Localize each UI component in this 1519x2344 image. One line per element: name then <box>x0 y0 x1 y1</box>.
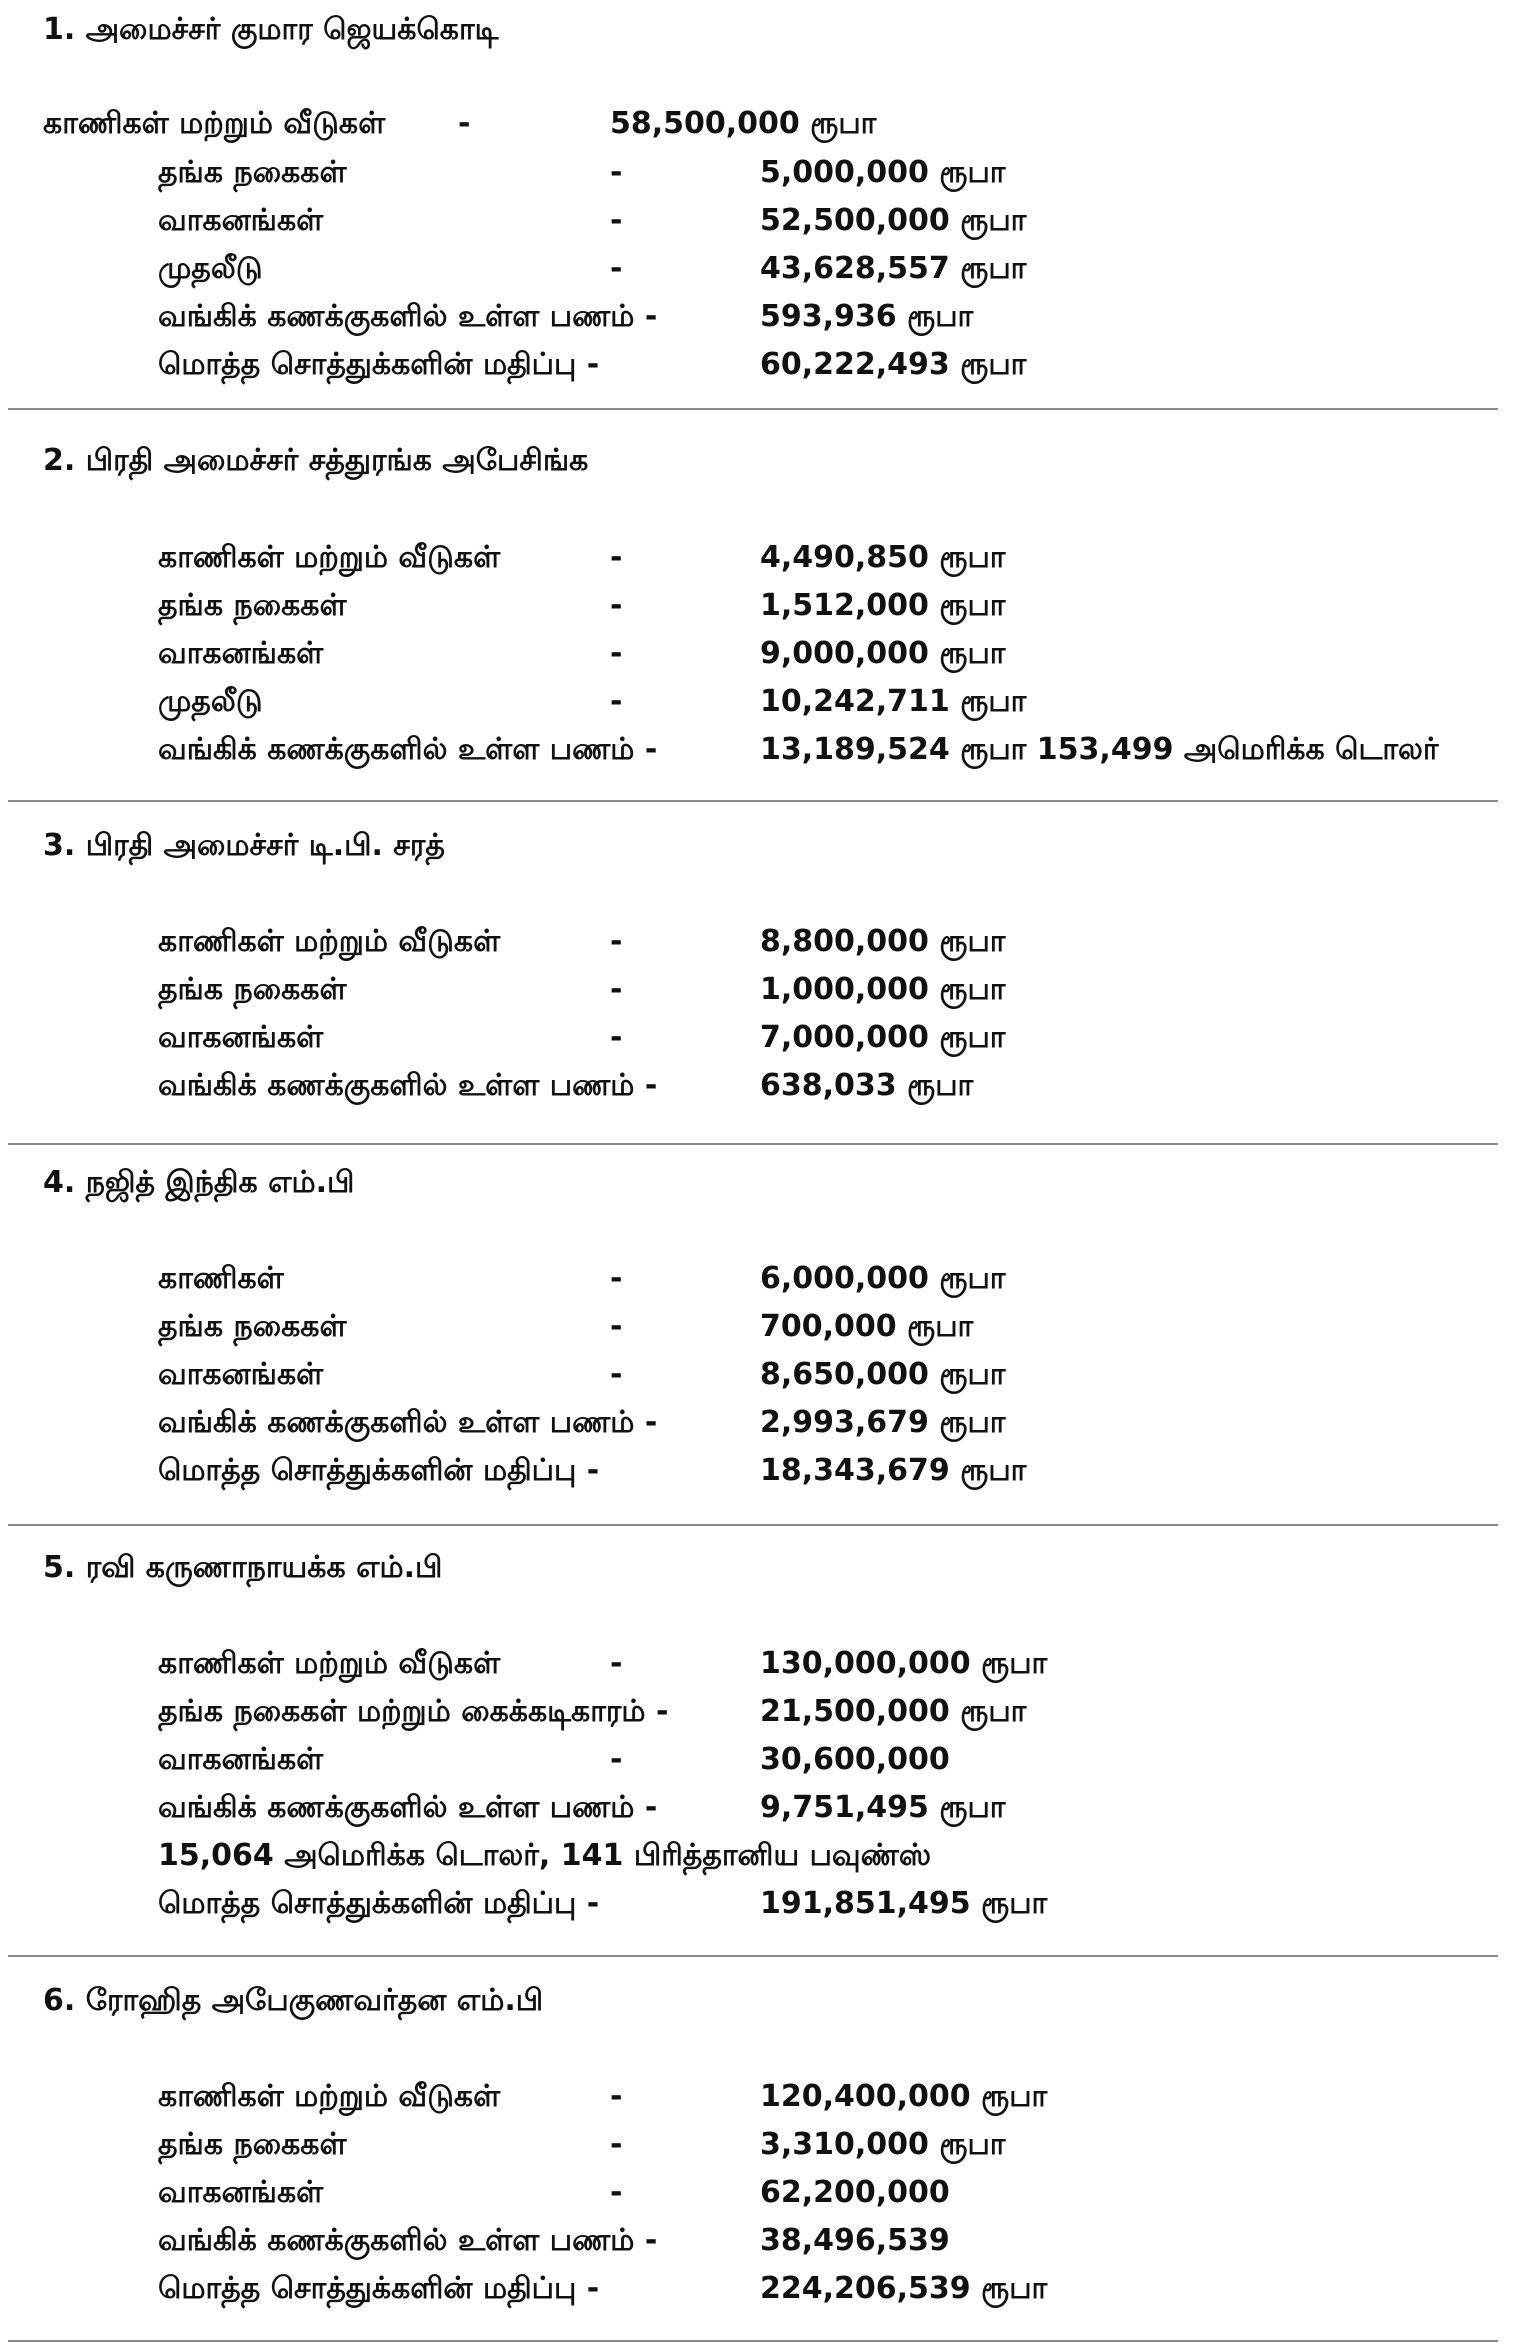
asset-row <box>0 684 1519 732</box>
asset-value: 38,496,539 <box>760 2223 950 2258</box>
asset-value: 593,936 ரூபா <box>760 299 974 334</box>
asset-row-continued <box>0 1838 1519 1886</box>
asset-label: காணிகள் மற்றும் வீடுகள் <box>43 106 386 141</box>
total-row <box>0 1886 1519 1934</box>
asset-value: 700,000 ரூபா <box>760 1309 974 1344</box>
asset-label: வாகனங்கள் <box>158 1020 324 1055</box>
asset-label: தங்க நகைகள் <box>158 155 347 190</box>
asset-value: 62,200,000 <box>760 2175 950 2210</box>
total-row <box>0 1453 1519 1501</box>
asset-label: தங்க நகைகள் <box>158 1309 347 1344</box>
asset-row <box>0 1790 1519 1838</box>
total-label: மொத்த சொத்துக்களின் மதிப்பு - <box>158 2271 600 2306</box>
asset-row <box>0 1357 1519 1405</box>
total-label: மொத்த சொத்துக்களின் மதிப்பு - <box>158 1886 600 1921</box>
asset-value: 2,993,679 ரூபா <box>760 1405 1006 1440</box>
asset-value: 13,189,524 ரூபா 153,499 அமெரிக்க டொலர் <box>760 732 1439 767</box>
asset-value: 638,033 ரூபா <box>760 1068 974 1103</box>
total-value: 60,222,493 ரூபா <box>760 347 1027 382</box>
asset-row <box>0 299 1519 347</box>
section-heading: 3. பிரதி அமைச்சர் டி.பி. சரத் <box>43 828 445 863</box>
asset-label: வங்கிக் கணக்குகளில் உள்ள பணம் - <box>158 299 658 334</box>
asset-label: முதலீடு <box>158 684 263 719</box>
separator-dash: - <box>610 1309 623 1344</box>
section-divider <box>8 2340 1498 2342</box>
section-divider <box>8 1524 1498 1526</box>
asset-label: வங்கிக் கணக்குகளில் உள்ள பணம் - <box>158 2223 658 2258</box>
asset-label: தங்க நகைகள் <box>158 972 347 1007</box>
asset-value: 1,000,000 ரூபா <box>760 972 1006 1007</box>
asset-label: காணிகள் மற்றும் வீடுகள் <box>158 924 501 959</box>
asset-value: 120,400,000 ரூபா <box>760 2079 1048 2114</box>
asset-value: 7,000,000 ரூபா <box>760 1020 1006 1055</box>
separator-dash: - <box>610 2079 623 2114</box>
asset-row <box>0 1742 1519 1790</box>
separator-dash: - <box>610 251 623 286</box>
asset-label: வாகனங்கள் <box>158 1357 324 1392</box>
asset-label: காணிகள் மற்றும் வீடுகள் <box>158 2079 501 2114</box>
asset-row <box>0 1020 1519 1068</box>
asset-row <box>0 1646 1519 1694</box>
separator-dash: - <box>458 106 471 141</box>
asset-row <box>0 203 1519 251</box>
section-heading: 2. பிரதி அமைச்சர் சத்துரங்க அபேசிங்க <box>43 443 589 478</box>
separator-dash: - <box>610 636 623 671</box>
asset-row <box>0 106 1519 154</box>
asset-label: தங்க நகைகள் <box>158 2127 347 2162</box>
asset-label: காணிகள் மற்றும் வீடுகள் <box>158 1646 501 1681</box>
asset-value: 21,500,000 ரூபா <box>760 1694 1027 1729</box>
asset-row <box>0 540 1519 588</box>
asset-row <box>0 2079 1519 2127</box>
asset-row <box>0 1405 1519 1453</box>
section-divider <box>8 1143 1498 1145</box>
separator-dash: - <box>610 684 623 719</box>
asset-label: வாகனங்கள் <box>158 1742 324 1777</box>
asset-value: 9,751,495 ரூபா <box>760 1790 1006 1825</box>
separator-dash: - <box>610 155 623 190</box>
separator-dash: - <box>610 1020 623 1055</box>
asset-label: காணிகள் மற்றும் வீடுகள் <box>158 540 501 575</box>
asset-row <box>0 924 1519 972</box>
separator-dash: - <box>610 924 623 959</box>
asset-value: 1,512,000 ரூபா <box>760 588 1006 623</box>
section-divider <box>8 1955 1498 1957</box>
asset-label: வங்கிக் கணக்குகளில் உள்ள பணம் - <box>158 1068 658 1103</box>
separator-dash: - <box>610 972 623 1007</box>
asset-row <box>0 251 1519 299</box>
asset-value: 10,242,711 ரூபா <box>760 684 1027 719</box>
asset-label: வங்கிக் கணக்குகளில் உள்ள பணம் - <box>158 1405 658 1440</box>
asset-value: 3,310,000 ரூபா <box>760 2127 1006 2162</box>
asset-value: 52,500,000 ரூபா <box>760 203 1027 238</box>
total-label: மொத்த சொத்துக்களின் மதிப்பு - <box>158 1453 600 1488</box>
asset-label: முதலீடு <box>158 251 263 286</box>
asset-value: 30,600,000 <box>760 1742 950 1777</box>
asset-row <box>0 1068 1519 1116</box>
separator-dash: - <box>610 1357 623 1392</box>
asset-label: வாகனங்கள் <box>158 2175 324 2210</box>
asset-row <box>0 588 1519 636</box>
total-row <box>0 2271 1519 2319</box>
total-row <box>0 347 1519 395</box>
asset-label: காணிகள் <box>158 1261 284 1296</box>
section-heading: 5. ரவி கருணாநாயக்க எம்.பி <box>43 1550 443 1585</box>
asset-row <box>0 2127 1519 2175</box>
asset-value: 58,500,000 ரூபா <box>610 106 877 141</box>
asset-row <box>0 732 1519 780</box>
asset-row <box>0 1694 1519 1742</box>
asset-value: 130,000,000 ரூபா <box>760 1646 1048 1681</box>
asset-row <box>0 1261 1519 1309</box>
separator-dash: - <box>610 203 623 238</box>
asset-label: வங்கிக் கணக்குகளில் உள்ள பணம் - <box>158 1790 658 1825</box>
asset-row <box>0 1309 1519 1357</box>
asset-row <box>0 636 1519 684</box>
total-value: 18,343,679 ரூபா <box>760 1453 1027 1488</box>
foreign-currency-text: 15,064 அமெரிக்க டொலர், 141 பிரித்தானிய பவுண்ஸ் <box>158 1838 932 1873</box>
asset-value: 8,800,000 ரூபா <box>760 924 1006 959</box>
asset-value: 5,000,000 ரூபா <box>760 155 1006 190</box>
asset-value: 6,000,000 ரூபா <box>760 1261 1006 1296</box>
total-value: 224,206,539 ரூபா <box>760 2271 1048 2306</box>
separator-dash: - <box>610 1742 623 1777</box>
separator-dash: - <box>610 588 623 623</box>
asset-label: தங்க நகைகள் மற்றும் கைக்கடிகாரம் - <box>158 1694 669 1729</box>
section-heading: 4. நஜித் இந்திக எம்.பி <box>43 1165 355 1200</box>
section-divider <box>8 408 1498 410</box>
total-label: மொத்த சொத்துக்களின் மதிப்பு - <box>158 347 600 382</box>
section-heading: 1. அமைச்சர் குமார ஜெயக்கொடி <box>43 12 499 47</box>
asset-label: வாகனங்கள் <box>158 636 324 671</box>
asset-value: 43,628,557 ரூபா <box>760 251 1027 286</box>
asset-row <box>0 155 1519 203</box>
separator-dash: - <box>610 1646 623 1681</box>
asset-label: தங்க நகைகள் <box>158 588 347 623</box>
asset-value: 4,490,850 ரூபா <box>760 540 1006 575</box>
total-value: 191,851,495 ரூபா <box>760 1886 1048 1921</box>
asset-row <box>0 2223 1519 2271</box>
separator-dash: - <box>610 2127 623 2162</box>
asset-label: வாகனங்கள் <box>158 203 324 238</box>
asset-row <box>0 2175 1519 2223</box>
section-divider <box>8 800 1498 802</box>
separator-dash: - <box>610 2175 623 2210</box>
asset-label: வங்கிக் கணக்குகளில் உள்ள பணம் - <box>158 732 658 767</box>
separator-dash: - <box>610 1261 623 1296</box>
asset-row <box>0 972 1519 1020</box>
section-heading: 6. ரோஹித அபேகுணவர்தன எம்.பி <box>43 1983 544 2018</box>
separator-dash: - <box>610 540 623 575</box>
asset-value: 9,000,000 ரூபா <box>760 636 1006 671</box>
asset-value: 8,650,000 ரூபா <box>760 1357 1006 1392</box>
